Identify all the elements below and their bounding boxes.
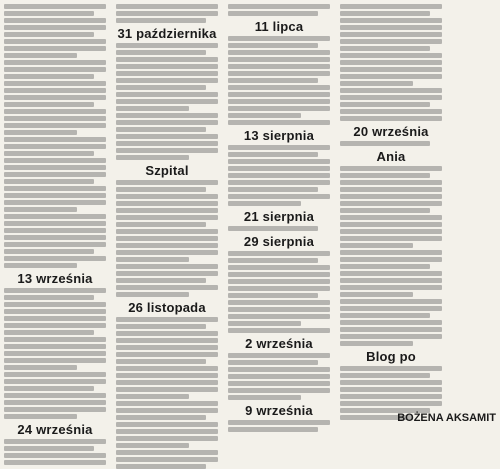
text-block [228, 353, 330, 400]
column-2 [116, 2, 218, 428]
section-heading: 9 września [245, 403, 313, 418]
text-block [340, 166, 442, 346]
text-block [228, 251, 330, 333]
text-block [4, 4, 106, 268]
section-heading: 2 września [245, 336, 313, 351]
section-heading: 20 września [353, 124, 429, 139]
section-heading: 21 sierpnia [243, 209, 315, 224]
text-block [228, 226, 330, 231]
section-heading: 13 sierpnia [243, 128, 315, 143]
text-block [116, 4, 218, 23]
column-1 [4, 2, 106, 437]
text-block [228, 145, 330, 206]
section-heading: 26 listopada [128, 300, 206, 315]
author-byline: BOŻENA AKSAMIT [397, 412, 496, 424]
section-heading: 24 września [17, 422, 93, 437]
column-4 [340, 2, 442, 428]
text-block [228, 36, 330, 125]
section-heading: Blog po [366, 349, 416, 364]
text-block [340, 4, 442, 121]
section-heading: 11 lipca [254, 19, 304, 34]
section-heading: Szpital [145, 163, 189, 178]
text-block [116, 317, 218, 469]
text-block [4, 288, 106, 419]
section-heading: Ania [376, 149, 406, 164]
text-block [116, 180, 218, 297]
section-heading: 31 października [117, 26, 217, 41]
text-block [116, 43, 218, 160]
section-heading: 13 września [17, 271, 93, 286]
text-block [4, 439, 106, 465]
text-block [228, 4, 330, 16]
text-block [340, 141, 442, 146]
column-3 [228, 2, 330, 428]
section-heading: 29 sierpnia [243, 234, 315, 249]
text-block [228, 420, 330, 432]
